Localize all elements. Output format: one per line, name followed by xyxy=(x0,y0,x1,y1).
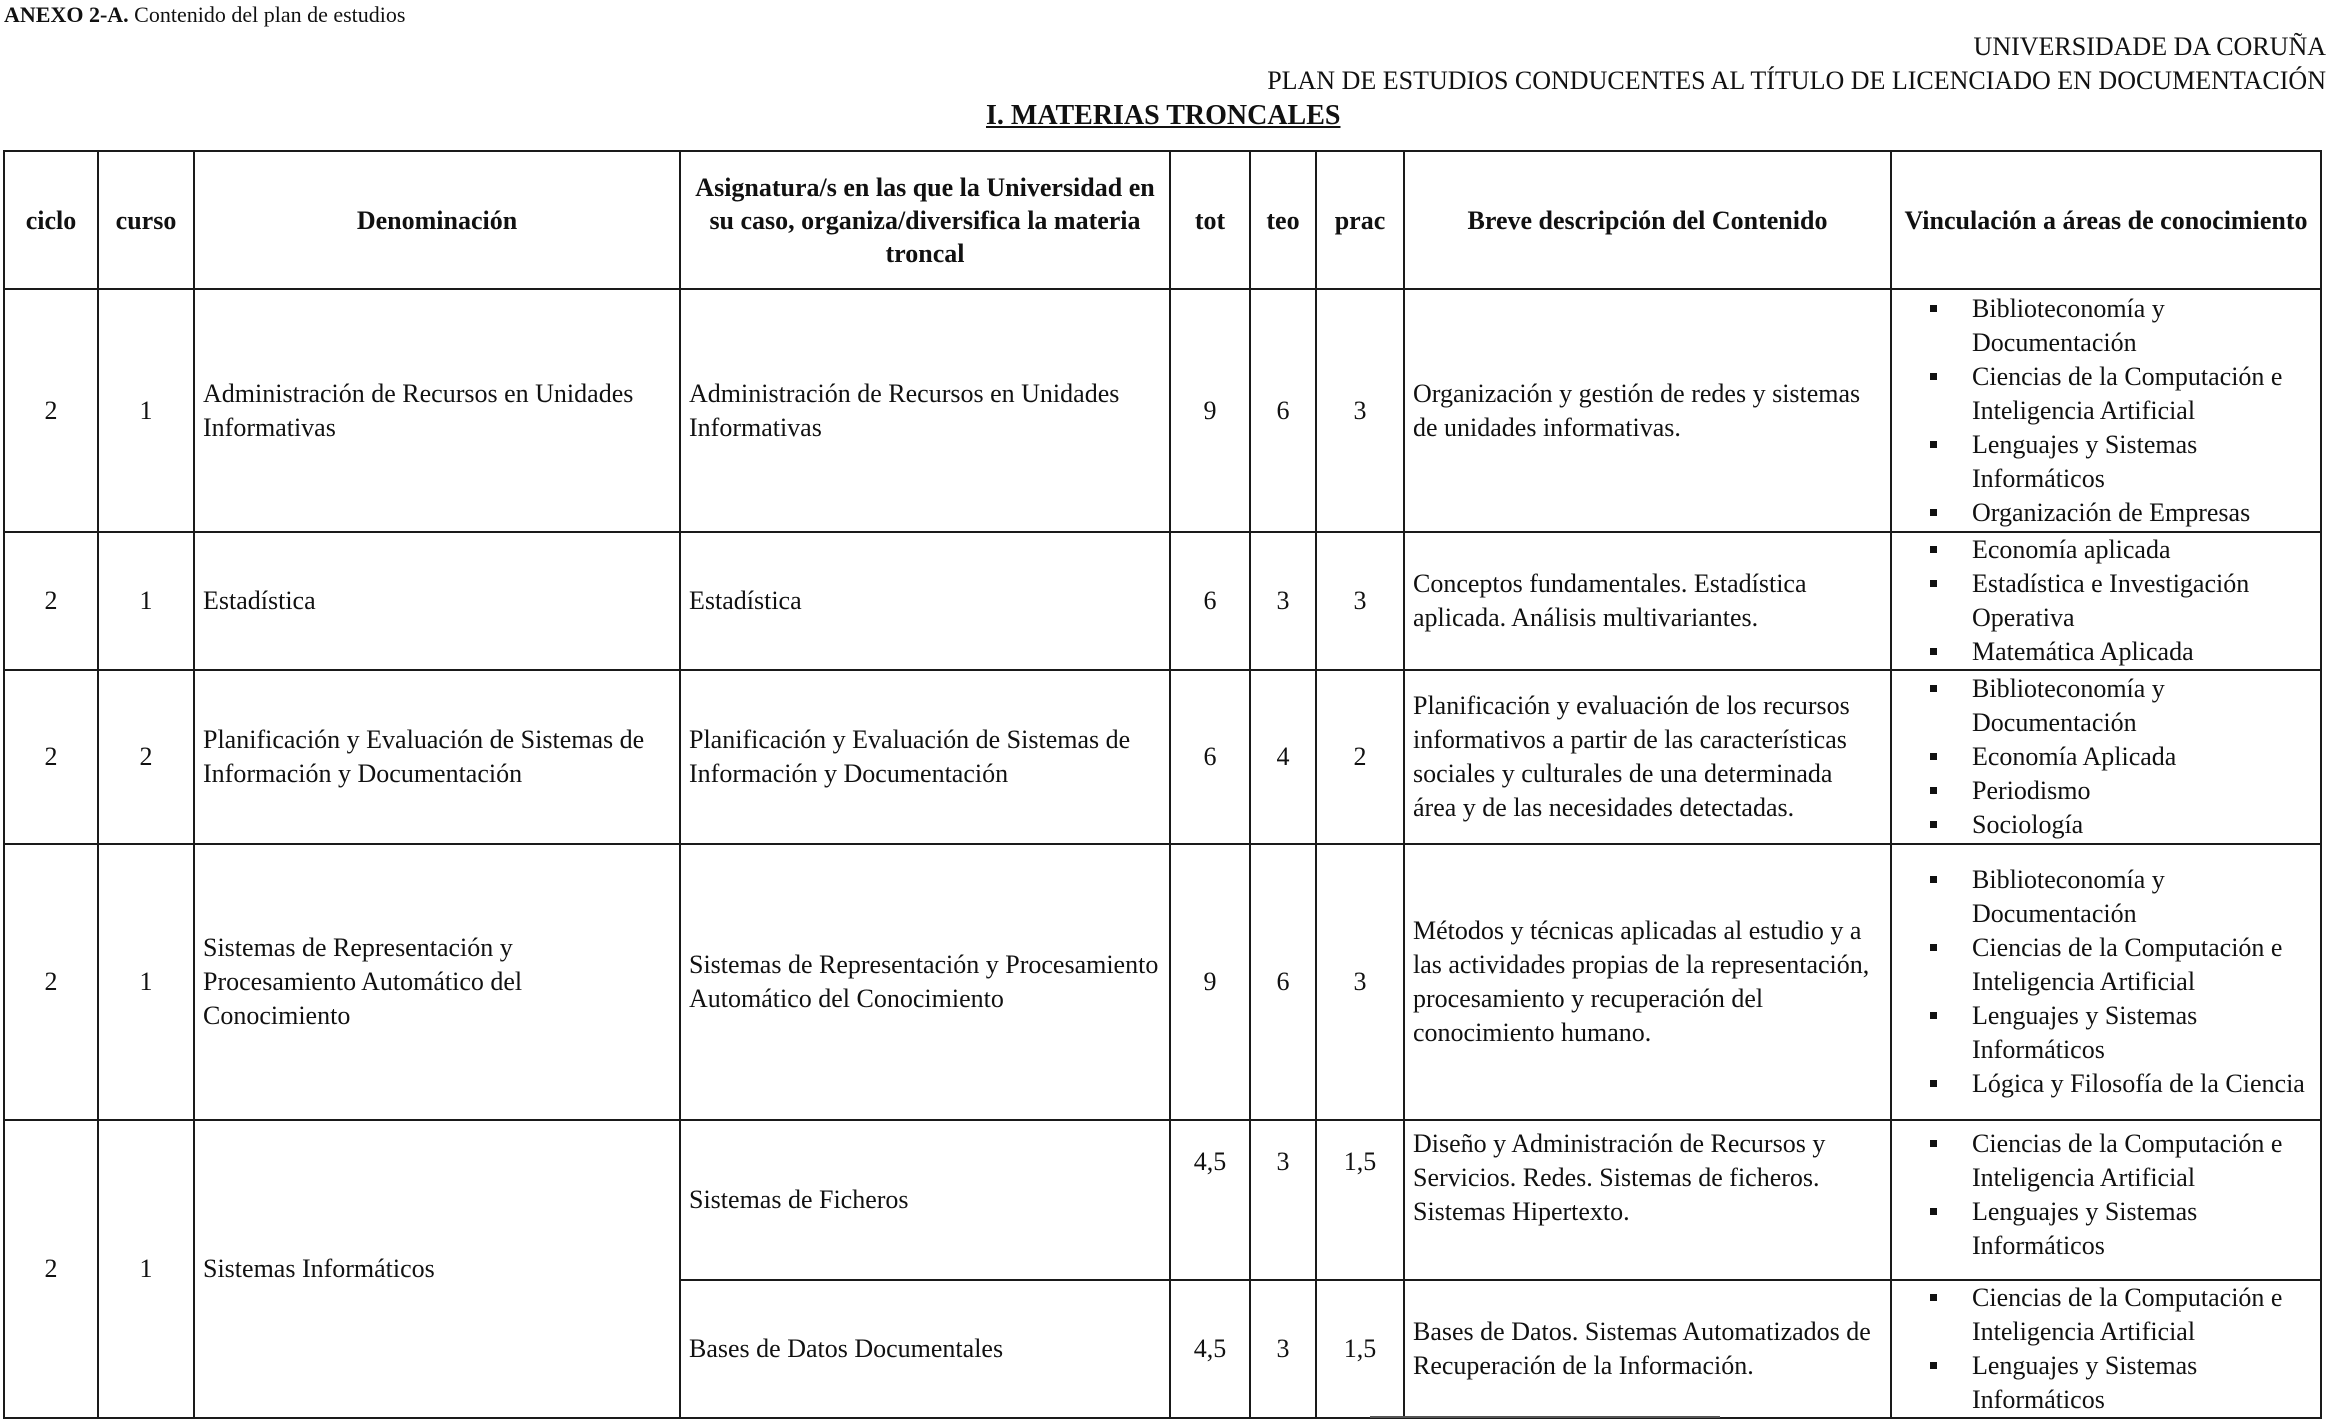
area-item: Periodismo xyxy=(1900,774,2312,808)
area-item: Ciencias de la Computación e Inteligencia Artificial xyxy=(1900,931,2312,999)
annex-text: Contenido del plan de estudios xyxy=(134,2,406,27)
cell-teo: 4 xyxy=(1250,670,1316,844)
cell-denominacion: Sistemas Informáticos xyxy=(194,1120,680,1418)
cell-prac: 1,5 xyxy=(1316,1280,1404,1418)
table-row xyxy=(4,670,2321,844)
annex-heading xyxy=(4,2,405,28)
cell-curso: 1 xyxy=(98,532,194,670)
cell-ciclo: 2 xyxy=(4,844,98,1120)
cell-curso: 2 xyxy=(98,670,194,844)
table-row xyxy=(4,289,2321,532)
cell-areas xyxy=(1891,1280,2321,1418)
cell-asignatura: Sistemas de Ficheros xyxy=(680,1120,1170,1280)
cell-asignatura: Planificación y Evaluación de Sistemas de Información y Documentación xyxy=(680,670,1170,844)
cell-curso: 1 xyxy=(98,844,194,1120)
cell-teo: 6 xyxy=(1250,844,1316,1120)
cell-curso: 1 xyxy=(98,289,194,532)
table-row xyxy=(4,844,2321,1120)
cell-descripcion: Diseño y Administración de Recursos y Servicios. Redes. Sistemas de ficheros. Sistemas Hipertexto. xyxy=(1404,1120,1891,1280)
cell-tot: 9 xyxy=(1170,844,1250,1120)
area-item: Biblioteconomía y Documentación xyxy=(1900,672,2312,740)
cell-teo: 3 xyxy=(1250,532,1316,670)
footer-rule xyxy=(1370,1416,1720,1418)
cell-tot: 4,5 xyxy=(1170,1280,1250,1418)
cell-tot: 6 xyxy=(1170,532,1250,670)
cell-areas xyxy=(1891,670,2321,844)
area-item: Biblioteconomía y Documentación xyxy=(1900,292,2312,360)
area-item: Estadística e Investigación Operativa xyxy=(1900,567,2312,635)
column-header-ciclo: ciclo xyxy=(4,151,98,289)
cell-areas xyxy=(1891,844,2321,1120)
column-header-areas: Vinculación a áreas de conocimiento xyxy=(1891,151,2321,289)
areas-list xyxy=(1900,863,2312,1101)
cell-denominacion: Administración de Recursos en Unidades Informativas xyxy=(194,289,680,532)
cell-prac: 3 xyxy=(1316,289,1404,532)
table-row xyxy=(4,532,2321,670)
column-header-curso: curso xyxy=(98,151,194,289)
area-item: Ciencias de la Computación e Inteligencia Artificial xyxy=(1900,1281,2312,1349)
cell-descripcion: Organización y gestión de redes y sistemas de unidades informativas. xyxy=(1404,289,1891,532)
subjects-table xyxy=(3,150,2322,1419)
cell-prac: 3 xyxy=(1316,844,1404,1120)
cell-areas xyxy=(1891,1120,2321,1280)
cell-asignatura: Administración de Recursos en Unidades Informativas xyxy=(680,289,1170,532)
column-header-denominacion: Denominación xyxy=(194,151,680,289)
area-item: Biblioteconomía y Documentación xyxy=(1900,863,2312,931)
cell-teo: 3 xyxy=(1250,1120,1316,1280)
plan-title: PLAN DE ESTUDIOS CONDUCENTES AL TÍTULO DE LICENCIADO EN DOCUMENTACIÓN xyxy=(1267,66,2326,95)
table-row xyxy=(4,1120,2321,1280)
cell-asignatura: Estadística xyxy=(680,532,1170,670)
cell-ciclo: 2 xyxy=(4,670,98,844)
areas-list xyxy=(1900,533,2312,669)
column-header-teo: teo xyxy=(1250,151,1316,289)
cell-ciclo: 2 xyxy=(4,289,98,532)
cell-tot: 6 xyxy=(1170,670,1250,844)
section-title: I. MATERIAS TRONCALES xyxy=(986,100,1341,131)
cell-teo: 6 xyxy=(1250,289,1316,532)
cell-descripcion: Bases de Datos. Sistemas Automatizados de Recuperación de la Información. xyxy=(1404,1280,1891,1418)
cell-tot: 9 xyxy=(1170,289,1250,532)
area-item: Economía aplicada xyxy=(1900,533,2312,567)
cell-teo: 3 xyxy=(1250,1280,1316,1418)
cell-denominacion: Sistemas de Representación y Procesamiento Automático del Conocimiento xyxy=(194,844,680,1120)
areas-list xyxy=(1900,1281,2312,1417)
cell-descripcion: Planificación y evaluación de los recursos informativos a partir de las características sociales y culturales de una determinada área y de las necesidades detectadas. xyxy=(1404,670,1891,844)
cell-tot: 4,5 xyxy=(1170,1120,1250,1280)
cell-areas xyxy=(1891,532,2321,670)
cell-prac: 1,5 xyxy=(1316,1120,1404,1280)
cell-denominacion: Estadística xyxy=(194,532,680,670)
area-item: Lenguajes y Sistemas Informáticos xyxy=(1900,999,2312,1067)
areas-list xyxy=(1900,672,2312,842)
cell-descripcion: Conceptos fundamentales. Estadística aplicada. Análisis multivariantes. xyxy=(1404,532,1891,670)
table-header-row xyxy=(4,151,2321,289)
area-item: Lenguajes y Sistemas Informáticos xyxy=(1900,428,2312,496)
column-header-asignatura: Asignatura/s en las que la Universidad en su caso, organiza/diversifica la materia troncal xyxy=(680,151,1170,289)
cell-denominacion: Planificación y Evaluación de Sistemas de Información y Documentación xyxy=(194,670,680,844)
area-item: Organización de Empresas xyxy=(1900,496,2312,530)
cell-curso: 1 xyxy=(98,1120,194,1418)
areas-list xyxy=(1900,1127,2312,1263)
area-item: Economía Aplicada xyxy=(1900,740,2312,774)
cell-asignatura: Sistemas de Representación y Procesamiento Automático del Conocimiento xyxy=(680,844,1170,1120)
cell-areas xyxy=(1891,289,2321,532)
university-name: UNIVERSIDADE DA CORUÑA xyxy=(1973,32,2326,61)
cell-descripcion: Métodos y técnicas aplicadas al estudio y a las actividades propias de la representación, procesamiento y recuperación del conocimiento humano. xyxy=(1404,844,1891,1120)
area-item: Sociología xyxy=(1900,808,2312,842)
column-header-prac: prac xyxy=(1316,151,1404,289)
area-item: Ciencias de la Computación e Inteligencia Artificial xyxy=(1900,1127,2312,1195)
cell-ciclo: 2 xyxy=(4,1120,98,1418)
cell-prac: 2 xyxy=(1316,670,1404,844)
area-item: Ciencias de la Computación e Inteligencia Artificial xyxy=(1900,360,2312,428)
column-header-descripcion: Breve descripción del Contenido xyxy=(1404,151,1891,289)
cell-prac: 3 xyxy=(1316,532,1404,670)
annex-label: ANEXO 2-A. xyxy=(4,2,129,27)
areas-list xyxy=(1900,292,2312,530)
column-header-tot: tot xyxy=(1170,151,1250,289)
area-item: Lenguajes y Sistemas Informáticos xyxy=(1900,1349,2312,1417)
area-item: Matemática Aplicada xyxy=(1900,635,2312,669)
area-item: Lógica y Filosofía de la Ciencia xyxy=(1900,1067,2312,1101)
cell-asignatura: Bases de Datos Documentales xyxy=(680,1280,1170,1418)
area-item: Lenguajes y Sistemas Informáticos xyxy=(1900,1195,2312,1263)
cell-ciclo: 2 xyxy=(4,532,98,670)
